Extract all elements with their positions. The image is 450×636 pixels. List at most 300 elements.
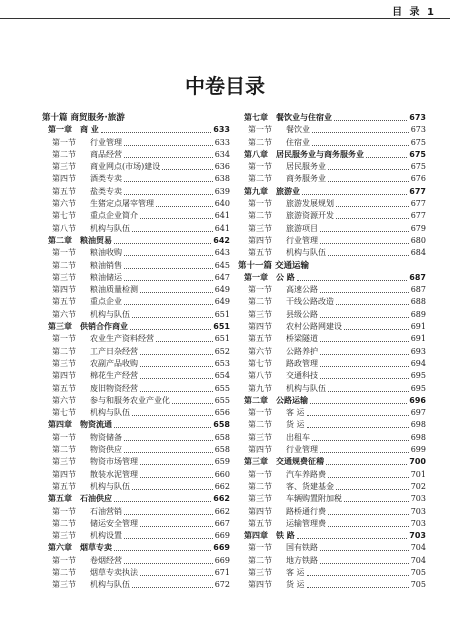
dot-leader [156,333,213,342]
section-name: 交通科技 [286,371,318,381]
section-number: 第二节 [248,211,272,221]
toc-section-entry[interactable] [238,432,426,444]
toc-section-entry[interactable] [42,173,230,185]
page-number: 671 [214,567,230,577]
section-number: 第二节 [52,260,76,270]
section-number: 第一节 [52,432,76,442]
section-number: 第二节 [52,346,76,356]
toc-section-entry[interactable] [238,419,426,431]
page-number: 702 [410,481,426,491]
section-name: 路桥通行费 [286,506,326,516]
dot-leader [140,456,213,465]
chapter-name: 粮油贸易 [80,235,112,245]
dot-leader [320,358,409,367]
toc-section-entry[interactable] [238,173,426,185]
section-name: 机构与队伍 [90,309,130,319]
dot-leader [132,309,213,318]
toc-section-entry[interactable] [238,210,426,222]
page-number: 640 [214,199,230,209]
dot-leader [336,198,409,207]
dot-leader [336,296,409,305]
toc-section-entry[interactable] [42,260,230,272]
section-name: 餐饮业 [286,125,310,135]
page-number: 701 [410,469,426,479]
chapter-number: 第五章 [48,494,72,504]
section-number: 第四节 [52,285,76,295]
toc-section-entry[interactable] [42,395,230,407]
dot-leader [124,173,213,182]
dot-leader [328,161,409,170]
section-name: 运输管理费 [286,518,326,528]
toc-section-entry[interactable] [42,407,230,419]
page-number: 694 [410,358,426,368]
dot-leader [328,173,409,182]
chapter-number: 第一章 [48,125,72,135]
page-number: 698 [410,432,426,442]
page-number: 693 [410,346,426,356]
section-number: 第二节 [52,518,76,528]
toc-section-entry[interactable] [238,346,426,358]
dot-leader [114,542,211,551]
toc-section-entry[interactable] [238,309,426,321]
section-name: 货 运 [286,420,305,430]
toc-section-entry[interactable] [42,383,230,395]
page-number: 669 [214,531,230,541]
dot-leader [140,284,213,293]
page-number: 703 [410,518,426,528]
dot-leader [328,247,409,256]
section-number: 第四节 [52,469,76,479]
dot-leader [307,567,409,576]
toc-section-entry[interactable] [238,358,426,370]
page-number: 687 [410,285,426,295]
toc-section-entry[interactable] [42,149,230,161]
page-number: 641 [214,211,230,221]
section-number: 第三节 [52,531,76,541]
section-name: 汽车养路费 [286,469,326,479]
section-number: 第六节 [248,346,272,356]
dot-leader [124,149,213,158]
page-number: 645 [214,260,230,270]
section-name: 商业网点(市场)建设 [90,162,161,172]
section-name: 工产日杂经营 [90,346,138,356]
section-name: 参与和服务农业产业化 [90,395,170,405]
toc-section-entry[interactable] [42,579,230,591]
section-number: 第五节 [52,481,76,491]
section-number: 第一节 [52,334,76,344]
toc-section-entry[interactable] [238,370,426,382]
section-name: 旅游资源开发 [286,211,334,221]
toc-chapter-entry[interactable] [42,321,230,333]
section-number: 第六节 [52,395,76,405]
part-title: 第十一篇 交通运输 [238,260,309,271]
section-name: 公路养护 [286,346,318,356]
toc-section-entry[interactable] [238,383,426,395]
dot-leader [328,506,409,515]
toc-section-entry[interactable] [238,333,426,345]
dot-leader [124,444,213,453]
toc-section-entry[interactable] [238,567,426,579]
toc-section-entry[interactable] [238,518,426,530]
section-name: 机构与队伍 [286,383,326,393]
page-number: 641 [214,223,230,233]
page-number: 651 [213,322,230,332]
toc-chapter-entry[interactable] [42,124,230,136]
toc-section-entry[interactable] [42,530,230,542]
toc-section-entry[interactable] [42,223,230,235]
page-number: 654 [214,371,230,381]
page-number: 634 [214,149,230,159]
section-name: 旅游发展规划 [286,199,334,209]
section-number: 第二节 [248,420,272,430]
page-number: 652 [214,346,230,356]
section-number: 第五节 [248,248,272,258]
toc-section-entry[interactable] [238,579,426,591]
chapter-number: 第七章 [244,113,268,122]
page-number: 691 [410,322,426,332]
page-number: 647 [214,272,230,282]
page-number: 633 [213,125,230,135]
toc-section-entry[interactable] [42,284,230,296]
section-number: 第一节 [248,408,272,418]
toc-section-entry[interactable] [42,358,230,370]
section-number: 第五节 [52,297,76,307]
toc-section-entry[interactable] [238,555,426,567]
chapter-number: 第二章 [244,395,268,405]
section-name: 废旧物资经营 [90,383,138,393]
section-number: 第四节 [248,445,272,455]
chapter-name: 公路运输 [276,395,308,405]
toc-section-entry[interactable] [42,296,230,308]
section-name: 干线公路改造 [286,297,334,307]
section-name: 行业管理 [90,137,122,147]
dot-leader [162,161,212,170]
chapter-number: 第六章 [48,543,72,553]
section-number: 第一节 [248,469,272,479]
section-name: 货 运 [286,580,305,590]
toc-section-entry[interactable] [238,124,426,136]
dot-leader [336,481,409,490]
dot-leader [114,493,211,502]
section-name: 储运安全管理 [90,518,138,528]
section-name: 客 运 [286,408,305,418]
section-number: 第一节 [52,506,76,516]
section-number: 第八节 [248,371,272,381]
page-number: 673 [409,113,426,122]
dot-leader [297,530,408,539]
section-number: 第七节 [52,211,76,221]
toc-section-entry[interactable] [42,272,230,284]
section-name: 卷烟经营 [90,555,122,565]
chapter-number: 第九章 [244,186,268,196]
toc-chapter-entry[interactable] [42,542,230,554]
toc-chapter-entry[interactable] [42,235,230,247]
dot-leader [140,469,213,478]
section-number: 第二节 [248,174,272,184]
page-number: 699 [410,445,426,455]
toc-chapter-entry[interactable] [42,419,230,431]
page-number: 700 [409,457,426,467]
page-number: 679 [410,223,426,233]
dot-leader [366,149,407,158]
section-name: 商务服务业 [286,174,326,184]
chapter-number: 第四章 [244,531,268,541]
page-number: 677 [409,186,426,196]
section-name: 路政管理 [286,358,318,368]
section-name: 车辆购置附加税 [286,494,342,504]
toc-section-entry[interactable] [42,567,230,579]
section-number: 第七节 [52,408,76,418]
toc-section-entry[interactable] [42,555,230,567]
section-name: 农业生产资料经营 [90,334,154,344]
chapter-name: 供销合作商业 [80,322,128,332]
dot-leader [140,518,213,527]
section-name: 居民服务业 [286,162,326,172]
toc-section-entry[interactable] [42,247,230,259]
chapter-name: 居民服务业与商务服务业 [276,149,364,159]
section-number: 第三节 [52,457,76,467]
page-number: 660 [214,469,230,479]
toc-section-entry[interactable] [238,296,426,308]
dot-leader [328,383,409,392]
toc-chapter-entry[interactable] [42,493,230,505]
dot-leader [130,321,211,330]
dot-leader [124,247,213,256]
section-name: 客 运 [286,567,305,577]
toc-chapter-entry[interactable] [238,395,426,407]
toc-chapter-entry[interactable] [238,272,426,284]
toc-section-entry[interactable] [42,346,230,358]
dot-leader [326,456,407,465]
page-number: 677 [410,199,426,209]
section-number: 第四节 [52,371,76,381]
section-number: 第六节 [52,199,76,209]
dot-leader [140,383,213,392]
page-number: 658 [214,432,230,442]
section-number: 第二节 [248,555,272,565]
section-name: 农副产品收购 [90,358,138,368]
dot-leader [302,186,407,195]
page-number: 662 [214,481,230,491]
section-name: 散装水泥管理 [90,469,138,479]
dot-leader [297,272,408,281]
toc-section-entry[interactable] [238,493,426,505]
section-number: 第二节 [248,137,272,147]
toc-section-entry[interactable] [238,469,426,481]
dot-leader [132,579,213,588]
dot-leader [344,321,409,330]
dot-leader [320,309,409,318]
toc-section-entry[interactable] [238,137,426,149]
section-name: 出租车 [286,432,310,442]
page-number: 673 [410,125,426,135]
section-number: 第六节 [52,309,76,319]
toc-section-entry[interactable] [238,198,426,210]
page-number: 633 [214,137,230,147]
toc-section-entry[interactable] [238,223,426,235]
toc-section-entry[interactable] [42,506,230,518]
section-name: 机构与队伍 [90,580,130,590]
page-number: 698 [410,420,426,430]
page-number: 662 [213,494,230,504]
toc-section-entry[interactable] [238,506,426,518]
toc-section-entry[interactable] [42,481,230,493]
section-name: 机构与队伍 [90,481,130,491]
section-name: 生猪定点屠宰管理 [90,199,154,209]
page-number: 689 [410,309,426,319]
section-name: 县级公路 [286,309,318,319]
page-number: 639 [214,186,230,196]
dot-leader [172,395,213,404]
toc-section-entry[interactable] [42,186,230,198]
toc-section-entry[interactable] [42,432,230,444]
chapter-number: 第一章 [244,272,268,282]
section-name: 旅游项目 [286,223,318,233]
toc-chapter-entry[interactable] [238,530,426,542]
page-number: 677 [410,211,426,221]
page-number: 651 [214,309,230,319]
dot-leader [320,235,409,244]
toc-section-entry[interactable] [42,469,230,481]
dot-leader [140,210,213,219]
section-number: 第一节 [248,199,272,209]
toc-section-entry[interactable] [238,407,426,419]
dot-leader [312,137,409,146]
toc-section-entry[interactable] [238,444,426,456]
header-text: 目 录 1 [392,7,436,18]
dot-leader [114,419,211,428]
page-number: 684 [410,248,426,258]
toc-right-column [238,112,426,592]
section-number: 第二节 [248,297,272,307]
dot-leader [140,567,213,576]
page-number: 655 [214,395,230,405]
chapter-number: 第八章 [244,149,268,159]
toc-chapter-entry[interactable] [238,112,426,124]
toc-section-entry[interactable] [238,235,426,247]
toc-section-entry[interactable] [42,198,230,210]
section-name: 物资供应 [90,445,122,455]
section-number: 第四节 [248,580,272,590]
toc-part-heading[interactable] [238,260,426,272]
section-number: 第一节 [52,248,76,258]
page-number: 667 [214,518,230,528]
section-name: 国有铁路 [286,543,318,553]
dot-leader [320,333,409,342]
page-number: 649 [214,285,230,295]
toc-section-entry[interactable] [42,137,230,149]
dot-leader [310,395,407,404]
section-name: 客、货建基金 [286,481,334,491]
page-number: 638 [214,174,230,184]
toc-section-entry[interactable] [238,321,426,333]
page-number: 675 [409,149,426,159]
toc-section-entry[interactable] [42,456,230,468]
page-number: 705 [410,580,426,590]
dot-leader [344,493,409,502]
toc-section-entry[interactable] [42,309,230,321]
dot-leader [124,260,213,269]
toc-chapter-entry[interactable] [238,149,426,161]
page-number: 669 [214,555,230,565]
section-number: 第二节 [52,149,76,159]
section-name: 烟草专卖执法 [90,567,138,577]
section-number: 第五节 [248,334,272,344]
toc-section-entry[interactable] [42,333,230,345]
page-number: 643 [214,248,230,258]
section-name: 粮油销售 [90,260,122,270]
section-name: 重点企业简介 [90,211,138,221]
page-number: 662 [214,506,230,516]
toc-section-entry[interactable] [42,370,230,382]
section-number: 第五节 [248,518,272,528]
section-name: 高速公路 [286,285,318,295]
page-number: 705 [410,567,426,577]
section-name: 盐类专卖 [90,186,122,196]
page-number: 703 [410,494,426,504]
chapter-name: 石油供应 [80,494,112,504]
chapter-number: 第三章 [48,322,72,332]
page-number: 676 [410,174,426,184]
dot-leader [320,444,409,453]
section-name: 粮油质量检测 [90,285,138,295]
page-number: 649 [214,297,230,307]
toc-part-heading[interactable] [42,112,230,124]
page-number: 656 [214,408,230,418]
dot-leader [124,555,213,564]
toc-section-entry[interactable] [42,210,230,222]
toc-section-entry[interactable] [238,247,426,259]
page-number: 687 [409,272,426,282]
section-number: 第三节 [52,272,76,282]
section-name: 重点企业 [90,297,122,307]
section-name: 桥梁隧道 [286,334,318,344]
page-number: 688 [410,297,426,307]
dot-leader [124,186,213,195]
section-number: 第二节 [52,567,76,577]
toc-section-entry[interactable] [42,161,230,173]
page-number: 675 [410,162,426,172]
section-number: 第四节 [248,322,272,332]
toc-section-entry[interactable] [238,481,426,493]
toc-left-column [42,112,230,592]
toc-section-entry[interactable] [42,518,230,530]
page-number: 697 [410,408,426,418]
section-name: 机构与队伍 [286,248,326,258]
section-name: 酒类专卖 [90,174,122,184]
toc-section-entry[interactable] [238,161,426,173]
page-number: 658 [214,445,230,455]
page-number: 703 [410,506,426,516]
toc-chapter-entry[interactable] [238,186,426,198]
toc-section-entry[interactable] [238,284,426,296]
section-name: 行业管理 [286,235,318,245]
page-number: 675 [410,137,426,147]
toc-section-entry[interactable] [238,542,426,554]
toc-section-entry[interactable] [42,444,230,456]
page-number: 696 [409,395,426,405]
page-number: 669 [213,543,230,553]
dot-leader [328,518,409,527]
page-number: 636 [214,162,230,172]
page-number: 672 [214,580,230,590]
section-name: 棉花生产经营 [90,371,138,381]
dot-leader [124,530,213,539]
toc-chapter-entry[interactable] [238,456,426,468]
page-number: 642 [213,235,230,245]
page-title: 中卷目录 [185,74,265,98]
dot-leader [140,370,213,379]
